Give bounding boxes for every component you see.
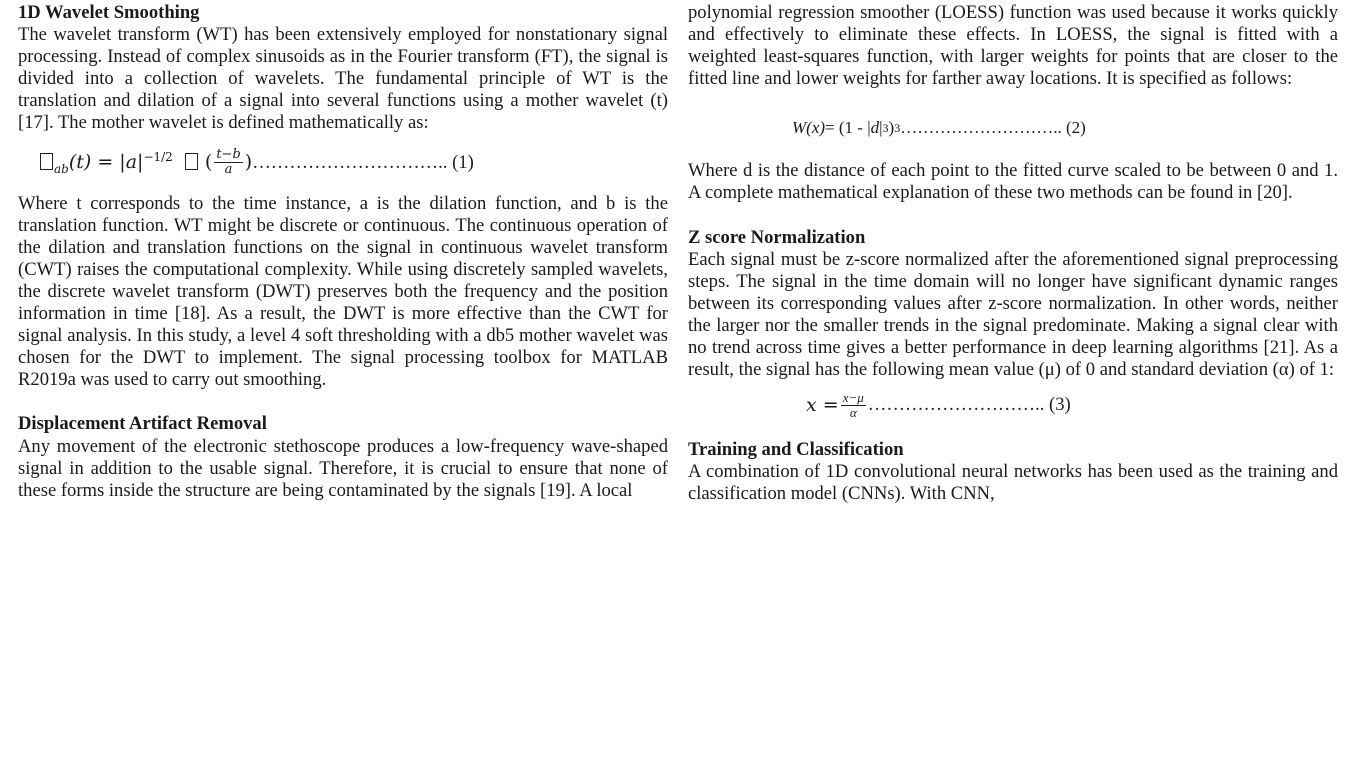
section-heading-training: Training and Classification: [688, 439, 904, 461]
equation-1: [18, 149, 668, 177]
equation-3: x = $\frac{x-\mu}{\alpha}$ ……………………….. (3): [806, 389, 1071, 420]
paragraph-loess: polynomial regression smoother (LOESS) function was used because it works quickly and effectively to eliminate these effects. In LOESS, the signal is fitted with a weighted least-squares function, with larger weights for points that are closer to the fitted line and lower weights for farther away locations. It is specified as follows:: [688, 2, 1338, 90]
paragraph-zscore: Each signal must be z-score normalized after the aforementioned signal preprocessing steps. The signal in the time domain will no longer have significant dynamic ranges between its corresponding values after z-score normalization. In other words, neither the larger nor the smaller trends in the signal predominate. Making a signal clear with no trend across time gives a better performance in deep learning algorithms [21]. As a result, the signal has the following mean value (μ) of 0 and standard deviation (α) of 1:: [688, 248, 1338, 381]
equation-2-number: ……………………….. (2): [900, 118, 1086, 138]
paragraph-displacement: Any movement of the electronic stethoscope produces a low-frequency wave-shaped signal in addition to the usable signal. Therefore, it is crucial to ensure that none of these forms inside the structure are being contaminated by the signals [19]. A local: [18, 435, 668, 501]
equation-3-number: ……………………….. (3): [867, 394, 1071, 416]
paragraph-wavelet-details: Where t corresponds to the time instance, a is the dilation function, and b is the translation function. WT might be discrete or continuous. The continuous operation of the dilation and translation functions on the signal in continuous wavelet transform (CWT) raises the computational complexity. While using discretely sampled wavelets, the discrete wavelet transform (DWT) preserves both the frequency and the position information in time [18]. As a result, the DWT is more effective than the CWT for signal analysis. In this study, a level 4 soft thresholding with a db5 mother wavelet was chosen for the DWT to implement. The signal processing toolbox for MATLAB R2019a was used to carry out smoothing.: [18, 192, 668, 391]
right-column: [688, 2, 1338, 506]
left-column: [18, 2, 668, 502]
equation-1-math: $_{ab}(t) = |a|^{-1/2}$ ( $\frac{t-b}{a}$ ): [40, 146, 252, 180]
paragraph-loess-distance: Where d is the distance of each point to the fitted curve scaled to be between 0 and 1. A complete mathematical explanation of these two methods can be found in [20].: [688, 160, 1338, 204]
psi-placeholder-box-2: [185, 153, 198, 170]
paragraph-training: A combination of 1D convolutional neural networks has been used as the training and classification model (CNNs). With CNN,: [688, 461, 1338, 505]
section-heading-wavelet: 1D Wavelet Smoothing: [18, 2, 200, 23]
section-heading-zscore: Z score Normalization: [688, 226, 866, 248]
equation-1-number: ………………………….. (1): [252, 151, 474, 173]
equation-3-fraction: $\frac{x-\mu}{\alpha}$: [842, 389, 864, 420]
section-heading-displacement: Displacement Artifact Removal: [18, 413, 267, 435]
paragraph-wavelet-intro: The wavelet transform (WT) has been extensively employed for nonstationary signal processing. Instead of complex sinusoids as in the Fourier transform (FT), the signal is divided into a collection of wavelets. The fundamental principle of WT is the translation and dilation of a signal into several functions using a mother wavelet (t)[17]. The mother wavelet is defined mathematically as:: [18, 24, 668, 134]
equation-1-fraction: $\frac{t-b}{a}$: [216, 147, 241, 178]
psi-placeholder-box: [40, 153, 53, 170]
equation-2: W(x) = (1 - | d | 3 ) 3 ……………………….. (2): [688, 116, 1338, 140]
